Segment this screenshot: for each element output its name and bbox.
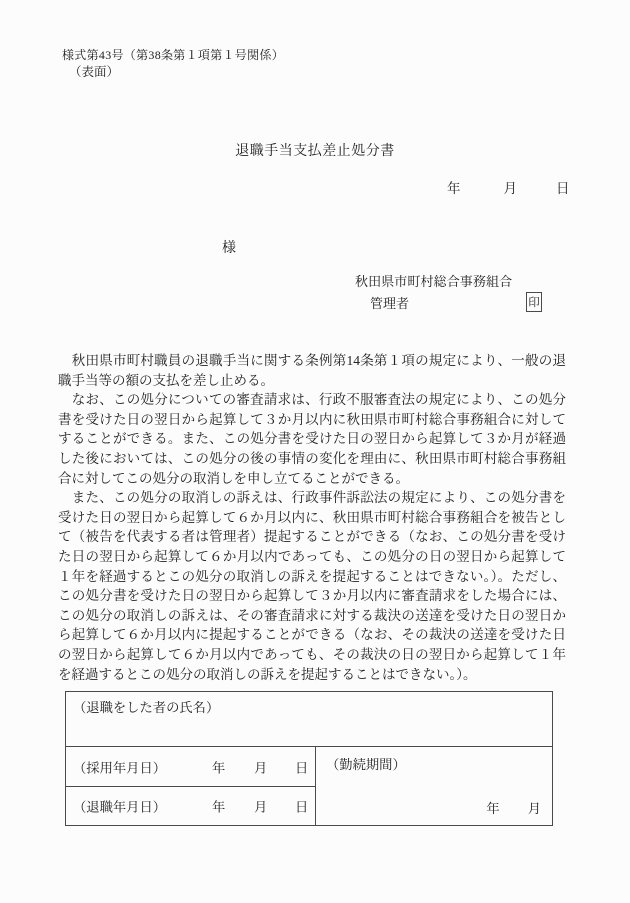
retiree-name-label: （退職をした者の氏名）: [73, 700, 220, 715]
sender-organization: 秋田県市町村総合事務組合: [355, 274, 513, 289]
service-period-label: （勤続期間）: [326, 757, 406, 772]
hire-date-year-label: 年: [212, 760, 226, 775]
hire-date-day-label: 日: [295, 760, 309, 775]
sender-position: 管理者: [370, 296, 410, 311]
retirement-date-year-label: 年: [212, 799, 226, 815]
retiree-name-cell: [66, 692, 553, 747]
issue-date-year-label: 年: [447, 181, 461, 196]
table-row-name: [66, 692, 553, 747]
issue-date-month-label: 月: [503, 181, 517, 196]
document-title: 退職手当支払差止処分書: [235, 144, 395, 159]
retirement-date-day-label: 日: [295, 799, 309, 815]
hire-date-label: （採用年月日）: [73, 760, 167, 775]
body-paragraph-review-request: なお、この処分についての審査請求は、行政不服審査法の規定により、この処分書を受けた日の翌日から起算して３か月以内に秋田県市町村総合事務組合に対してすることができる。また、この処分書を受けた日の翌日から起算して３か月が経過した後においては、この処分の後の事情の変化を理由に、秋田県市町村総合事務組合に対してこの処分の取消しを申し立てることができる。: [58, 392, 566, 486]
recipient-honorific: 様: [222, 241, 236, 256]
retirement-date-label: （退職年月日）: [73, 799, 167, 815]
surface-label: （表面）: [69, 65, 120, 79]
form-number: 様式第43号（第38条第１項第１号関係）: [62, 48, 285, 62]
issue-date-line: [447, 177, 570, 197]
service-period-month-label: 月: [527, 801, 541, 816]
retirement-date-month-label: 月: [254, 799, 268, 815]
retirement-date-cell: [66, 787, 316, 826]
service-period-cell: [316, 747, 553, 826]
body-text: [58, 351, 566, 684]
body-paragraph-order: 秋田県市町村職員の退職手当に関する条例第14条第１項の規定により、一般の退職手当等の額の支払を差し止める。: [58, 353, 566, 388]
body-paragraph-lawsuit: また、この処分の取消しの訴えは、行政事件訴訟法の規定により、この処分書を受けた日の翌日から起算して６か月以内に、秋田県市町村総合事務組合を被告として（被告を代表する者は管理者）提起することができる（なお、この処分書を受けた日の翌日から起算して６か月以内であっても、この処分の日の翌日から起算して１年を経過するとこの処分の取消しの訴えを提起することはできない。）。ただし、この処分書を受けた日の翌日から起算して３か月以内に審査請求をした場合には、この処分の取消しの訴えは、その審査請求に対する裁決の送達を受けた日の翌日から起算して６か月以内に提起することができる（なお、その裁決の送達を受けた日の翌日から起算して６か月以内であっても、その裁決の日の翌日から起算して１年を経過するとこの処分の取消しの訴えを提起することはできない。）。: [58, 490, 566, 682]
service-period-year-label: 年: [486, 801, 500, 816]
service-period-value-line: [486, 798, 541, 817]
issue-date-day-label: 日: [556, 181, 570, 196]
hire-date-month-label: 月: [254, 760, 268, 775]
hire-date-cell: [66, 747, 316, 787]
retiree-info-table: [65, 691, 553, 826]
seal-mark: 印: [526, 292, 542, 312]
table-row-hire-date: [66, 747, 553, 787]
